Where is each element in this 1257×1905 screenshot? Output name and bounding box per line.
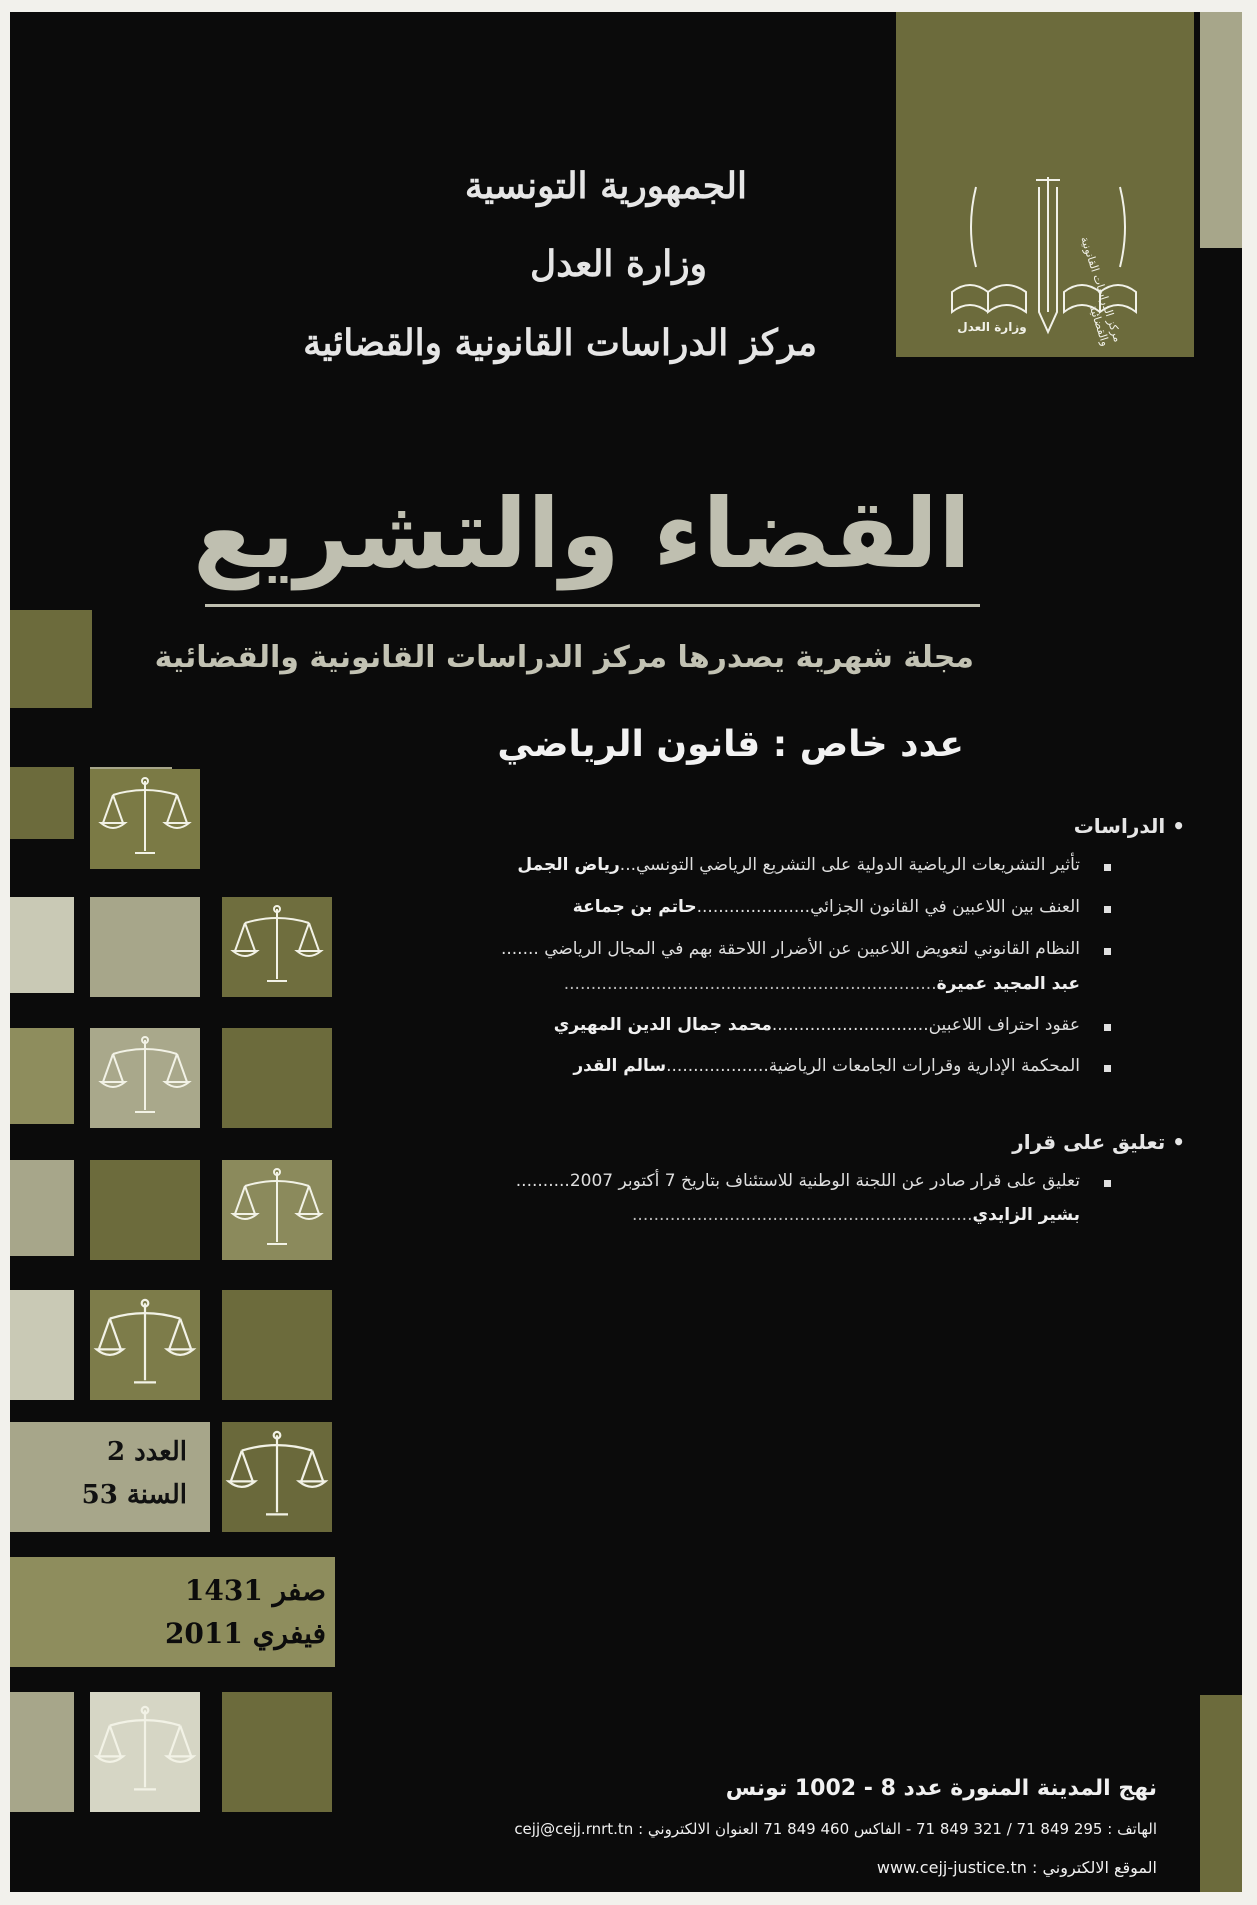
comment-heading: • تعليق على قرار (1012, 1130, 1185, 1154)
toc-item: النظام القانوني لتعويض اللاعبين عن الأضرار اللاحقة بهم في المجال الرياضي ....... (500, 939, 1080, 959)
issue-number: العدد 2 (106, 1437, 187, 1467)
toc-bullet (1104, 1024, 1111, 1031)
toc-item: المحكمة الإدارية وقرارات الجامعات الرياضية...................سالم القدر (573, 1056, 1080, 1076)
toc-item-continuation: بشير الزايدي............................................................... (632, 1205, 1080, 1225)
grid-square (10, 1692, 74, 1812)
grid-square (90, 1160, 200, 1260)
scales-of-justice-icon (90, 1290, 200, 1400)
toc-item: عقود احتراف اللاعبين.............................محمد جمال الدين المهيري (553, 1015, 1080, 1035)
grid-square (10, 1160, 74, 1256)
toc-bullet (1104, 864, 1111, 871)
toc-bullet (1104, 948, 1111, 955)
footer-address: نهج المدينة المنورة عدد 8 - 1002 تونس (725, 1776, 1157, 1801)
toc-bullet (1104, 1180, 1111, 1187)
logo-right-text: مركز الدراسات القانونية والقضائية (1077, 234, 1125, 348)
special-issue-title: عدد خاص : قانون الرياضي (497, 724, 964, 765)
toc-bullet (1104, 1065, 1111, 1072)
grid-square (222, 1028, 332, 1128)
grid-square (10, 1290, 74, 1400)
scales-of-justice-icon (222, 897, 332, 997)
title-underline (205, 604, 980, 607)
scales-of-justice-icon (90, 1028, 200, 1128)
footer-website: الموقع الالكتروني : www.cejj-justice.tn (876, 1858, 1157, 1877)
gregorian-date: فيفري 2011 (164, 1617, 326, 1650)
grid-square (10, 1028, 74, 1124)
hijri-date: صفر 1431 (184, 1574, 326, 1607)
toc-item: تعليق على قرار صادر عن اللجنة الوطنية للاستئناف بتاريخ 7 أكتوبر 2007.......... (515, 1171, 1080, 1191)
toc-item: العنف بين اللاعبين في القانون الجزائي.....................حاتم بن جماعة (572, 897, 1080, 917)
logo-panel (896, 12, 1194, 357)
journal-subtitle: مجلة شهرية يصدرها مركز الدراسات القانونية والقضائية (154, 640, 974, 675)
scales-of-justice-icon (222, 1160, 332, 1260)
grid-square (10, 767, 74, 839)
center-heading: مركز الدراسات القانونية والقضائية (303, 322, 817, 364)
scales-of-justice-icon (90, 769, 200, 869)
toc-item-continuation: عبد المجيد عميرة..................................................................... (563, 974, 1080, 994)
edge-block-top (1200, 12, 1242, 248)
grid-square (90, 897, 200, 997)
grid-square (10, 897, 74, 993)
grid-square (10, 610, 92, 708)
scales-of-justice-icon (222, 1422, 332, 1532)
journal-cover (10, 12, 1242, 1892)
journal-title: القضاء والتشريع (192, 478, 971, 590)
toc-bullet (1104, 906, 1111, 913)
scales-of-justice-icon (90, 1692, 200, 1812)
ministry-heading: وزارة العدل (530, 243, 707, 285)
edge-block-bottom (1200, 1695, 1242, 1892)
toc-item: تأثير التشريعات الرياضية الدولية على التشريع الرياضي التونسي...رياض الجمل (517, 855, 1080, 875)
footer-contact: الهاتف : 295 849 71 / 321 849 71 - الفاكس 460 849 71 العنوان الالكتروني : cejj@cejj.rnrt.tn (514, 1820, 1157, 1838)
issue-year: السنة 53 (81, 1480, 187, 1510)
grid-square (222, 1290, 332, 1400)
grid-square (222, 1692, 332, 1812)
studies-heading: • الدراسات (1073, 814, 1185, 838)
logo-left-text: وزارة العدل (957, 320, 1027, 334)
pen-and-open-books-icon (896, 12, 1194, 357)
republic-heading: الجمهورية التونسية (464, 165, 747, 207)
